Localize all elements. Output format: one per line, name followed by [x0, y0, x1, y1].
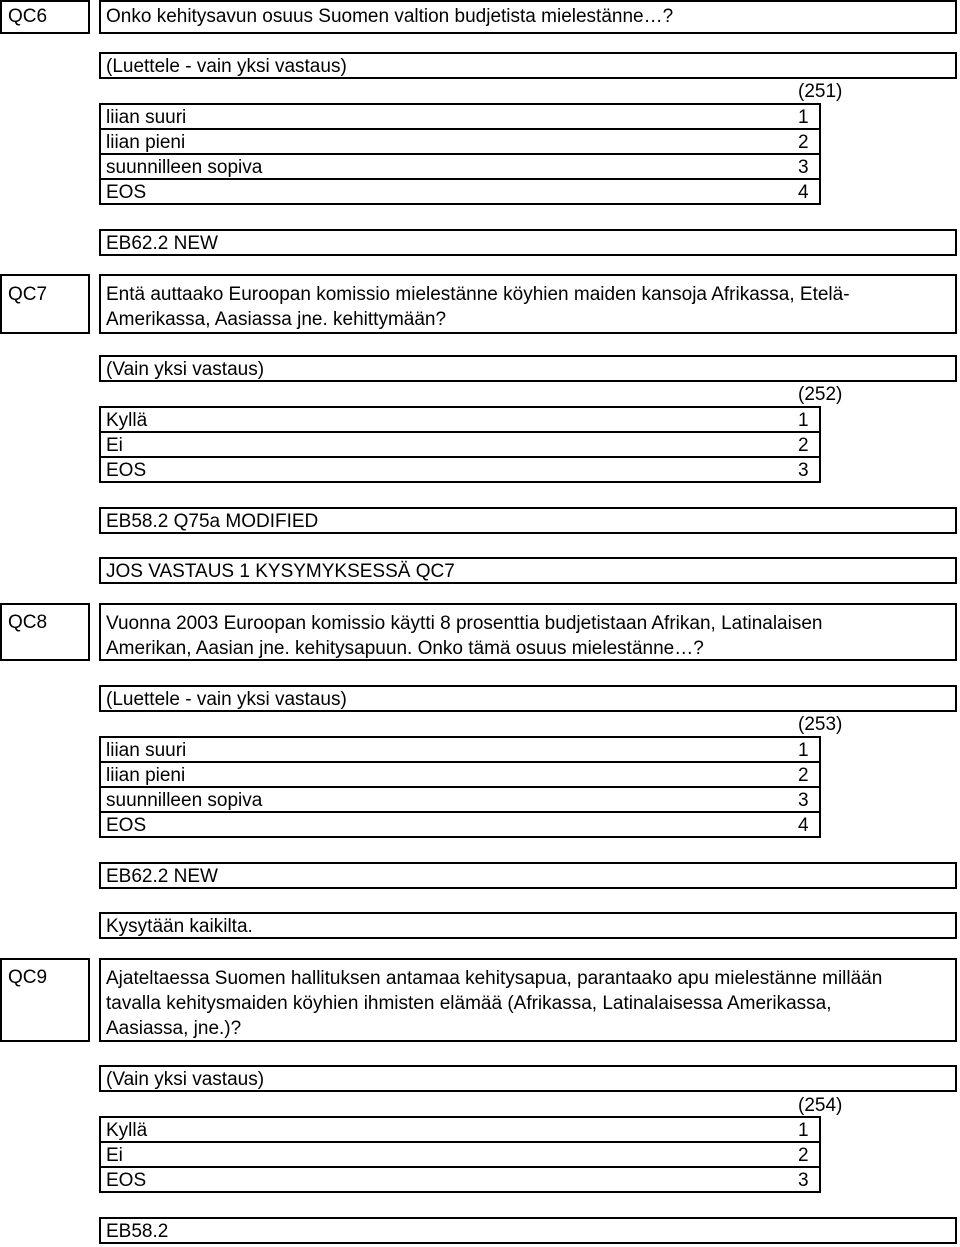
qc9-source: EB58.2	[106, 1221, 169, 1242]
qc7-filter: JOS VASTAUS 1 KYSYMYKSESSÄ QC7	[106, 561, 455, 582]
qc9-option-value: 1	[798, 1120, 809, 1141]
qc9-option-row[interactable]	[99, 1141, 821, 1168]
qc6-option-value: 4	[798, 182, 809, 203]
qc8-id: QC8	[8, 612, 48, 633]
qc8-option-row[interactable]	[99, 811, 821, 838]
qc9-question-line: tavalla kehitysmaiden köyhien ihmisten elämää (Afrikassa, Latinalaisessa Amerikassa,	[106, 993, 832, 1014]
qc7-id: QC7	[8, 284, 48, 305]
qc9-option-row[interactable]	[99, 1166, 821, 1193]
qc7-option-row[interactable]	[99, 406, 821, 433]
qc7-option-row[interactable]	[99, 456, 821, 483]
qc9-option-label: Ei	[106, 1145, 123, 1166]
qc7-option-row[interactable]	[99, 431, 821, 458]
qc8-option-value: 1	[798, 740, 809, 761]
qc8-source-box	[99, 862, 957, 889]
qc6-option-label: suunnilleen sopiva	[106, 157, 263, 178]
qc7-source: EB58.2 Q75a MODIFIED	[106, 511, 319, 532]
qc6-option-label: EOS	[106, 182, 147, 203]
qc6-question: Onko kehitysavun osuus Suomen valtion budjetista mielestänne…?	[106, 6, 674, 27]
qc6-source: EB62.2 NEW	[106, 233, 218, 254]
qc8-filter: Kysytään kaikilta.	[106, 916, 253, 937]
qc7-option-label: EOS	[106, 460, 147, 481]
qc6-option-value: 3	[798, 157, 809, 178]
qc9-option-row[interactable]	[99, 1116, 821, 1143]
qc9-instruction: (Vain yksi vastaus)	[106, 1069, 265, 1090]
qc9-variable-code: (254)	[798, 1095, 843, 1116]
qc8-question-line: Amerikan, Aasian jne. kehitysapuun. Onko tämä osuus mielestänne…?	[106, 638, 704, 659]
qc6-id: QC6	[8, 6, 48, 27]
qc9-question-line: Ajateltaessa Suomen hallituksen antamaa kehitysapua, parantaako apu mielestänne millään	[106, 968, 883, 989]
qc8-instruction: (Luettele - vain yksi vastaus)	[106, 689, 347, 710]
qc8-option-row[interactable]	[99, 761, 821, 788]
qc9-question-line: Aasiassa, jne.)?	[106, 1018, 242, 1039]
qc9-id: QC9	[8, 967, 48, 988]
qc7-option-label: Kyllä	[106, 410, 148, 431]
qc8-option-label: suunnilleen sopiva	[106, 790, 263, 811]
qc9-source-box	[99, 1217, 957, 1244]
qc6-option-value: 2	[798, 132, 809, 153]
qc8-option-value: 4	[798, 815, 809, 836]
qc7-option-value: 2	[798, 435, 809, 456]
qc8-option-label: EOS	[106, 815, 147, 836]
qc6-option-row[interactable]	[99, 178, 821, 205]
qc7-question-line: Entä auttaako Euroopan komissio mielestänne köyhien maiden kansoja Afrikassa, Etelä-	[106, 284, 850, 305]
qc6-option-label: liian pieni	[106, 132, 186, 153]
qc6-option-value: 1	[798, 107, 809, 128]
qc6-option-label: liian suuri	[106, 107, 187, 128]
qc8-option-label: liian suuri	[106, 740, 187, 761]
qc8-option-value: 3	[798, 790, 809, 811]
qc6-instruction: (Luettele - vain yksi vastaus)	[106, 56, 347, 77]
qc8-option-label: liian pieni	[106, 765, 186, 786]
qc6-option-row[interactable]	[99, 103, 821, 130]
qc7-option-value: 1	[798, 410, 809, 431]
qc9-option-label: Kyllä	[106, 1120, 148, 1141]
qc7-question-line: Amerikassa, Aasiassa jne. kehittymään?	[106, 309, 447, 330]
qc6-variable-code: (251)	[798, 81, 843, 102]
qc6-source-box	[99, 229, 957, 256]
qc8-variable-code: (253)	[798, 714, 843, 735]
qc6-option-row[interactable]	[99, 128, 821, 155]
qc8-question-line: Vuonna 2003 Euroopan komissio käytti 8 prosenttia budjetistaan Afrikan, Latinalaisen	[106, 613, 823, 634]
qc8-source: EB62.2 NEW	[106, 866, 218, 887]
qc7-variable-code: (252)	[798, 384, 843, 405]
qc9-option-value: 3	[798, 1170, 809, 1191]
qc9-option-value: 2	[798, 1145, 809, 1166]
qc9-option-label: EOS	[106, 1170, 147, 1191]
qc8-option-row[interactable]	[99, 736, 821, 763]
qc7-option-value: 3	[798, 460, 809, 481]
qc8-option-value: 2	[798, 765, 809, 786]
qc7-instruction: (Vain yksi vastaus)	[106, 359, 265, 380]
qc7-option-label: Ei	[106, 435, 123, 456]
